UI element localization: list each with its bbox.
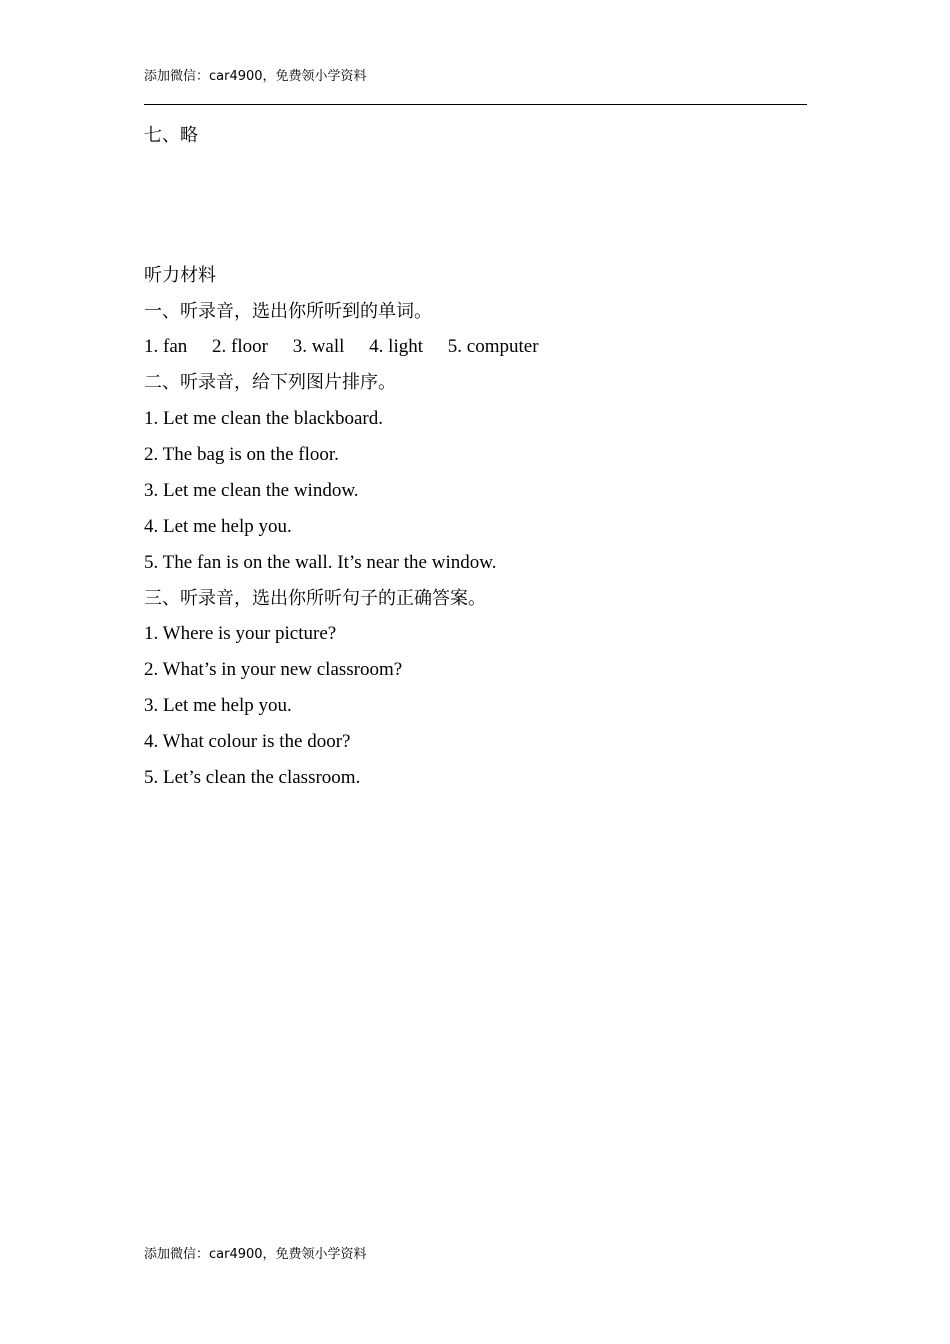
word-item: 4. light — [369, 336, 424, 357]
part3-item: 3. Let me help you. — [144, 695, 292, 716]
part1-heading: 一、听录音，选出你所听到的单词。 — [144, 301, 432, 322]
word-item: 2. floor — [212, 336, 268, 357]
part1-word-list — [144, 335, 539, 359]
part3-heading: 三、听录音，选出你所听句子的正确答案。 — [144, 588, 486, 609]
part2-item: 1. Let me clean the blackboard. — [144, 408, 383, 429]
part2-item: 5. The fan is on the wall. It’s near the window. — [144, 552, 497, 573]
page-header-text: 添加微信：car4900，免费领小学资料 — [144, 69, 367, 84]
part2-item: 4. Let me help you. — [144, 516, 292, 537]
listening-title: 听力材料 — [144, 265, 216, 286]
part2-item: 2. The bag is on the floor. — [144, 444, 339, 465]
word-item: 5. computer — [447, 336, 539, 357]
part2-heading: 二、听录音，给下列图片排序。 — [144, 372, 396, 393]
section-seven: 七、略 — [144, 125, 198, 146]
part2-item: 3. Let me clean the window. — [144, 480, 359, 501]
page-footer-text: 添加微信：car4900，免费领小学资料 — [144, 1247, 367, 1262]
part3-item: 2. What’s in your new classroom? — [144, 659, 403, 680]
word-item: 1. fan — [144, 336, 188, 357]
part3-item: 4. What colour is the door? — [144, 731, 351, 752]
header-divider — [144, 104, 807, 105]
part3-item: 1. Where is your picture? — [144, 623, 337, 644]
part3-item: 5. Let’s clean the classroom. — [144, 767, 361, 788]
word-item: 3. wall — [292, 336, 345, 357]
